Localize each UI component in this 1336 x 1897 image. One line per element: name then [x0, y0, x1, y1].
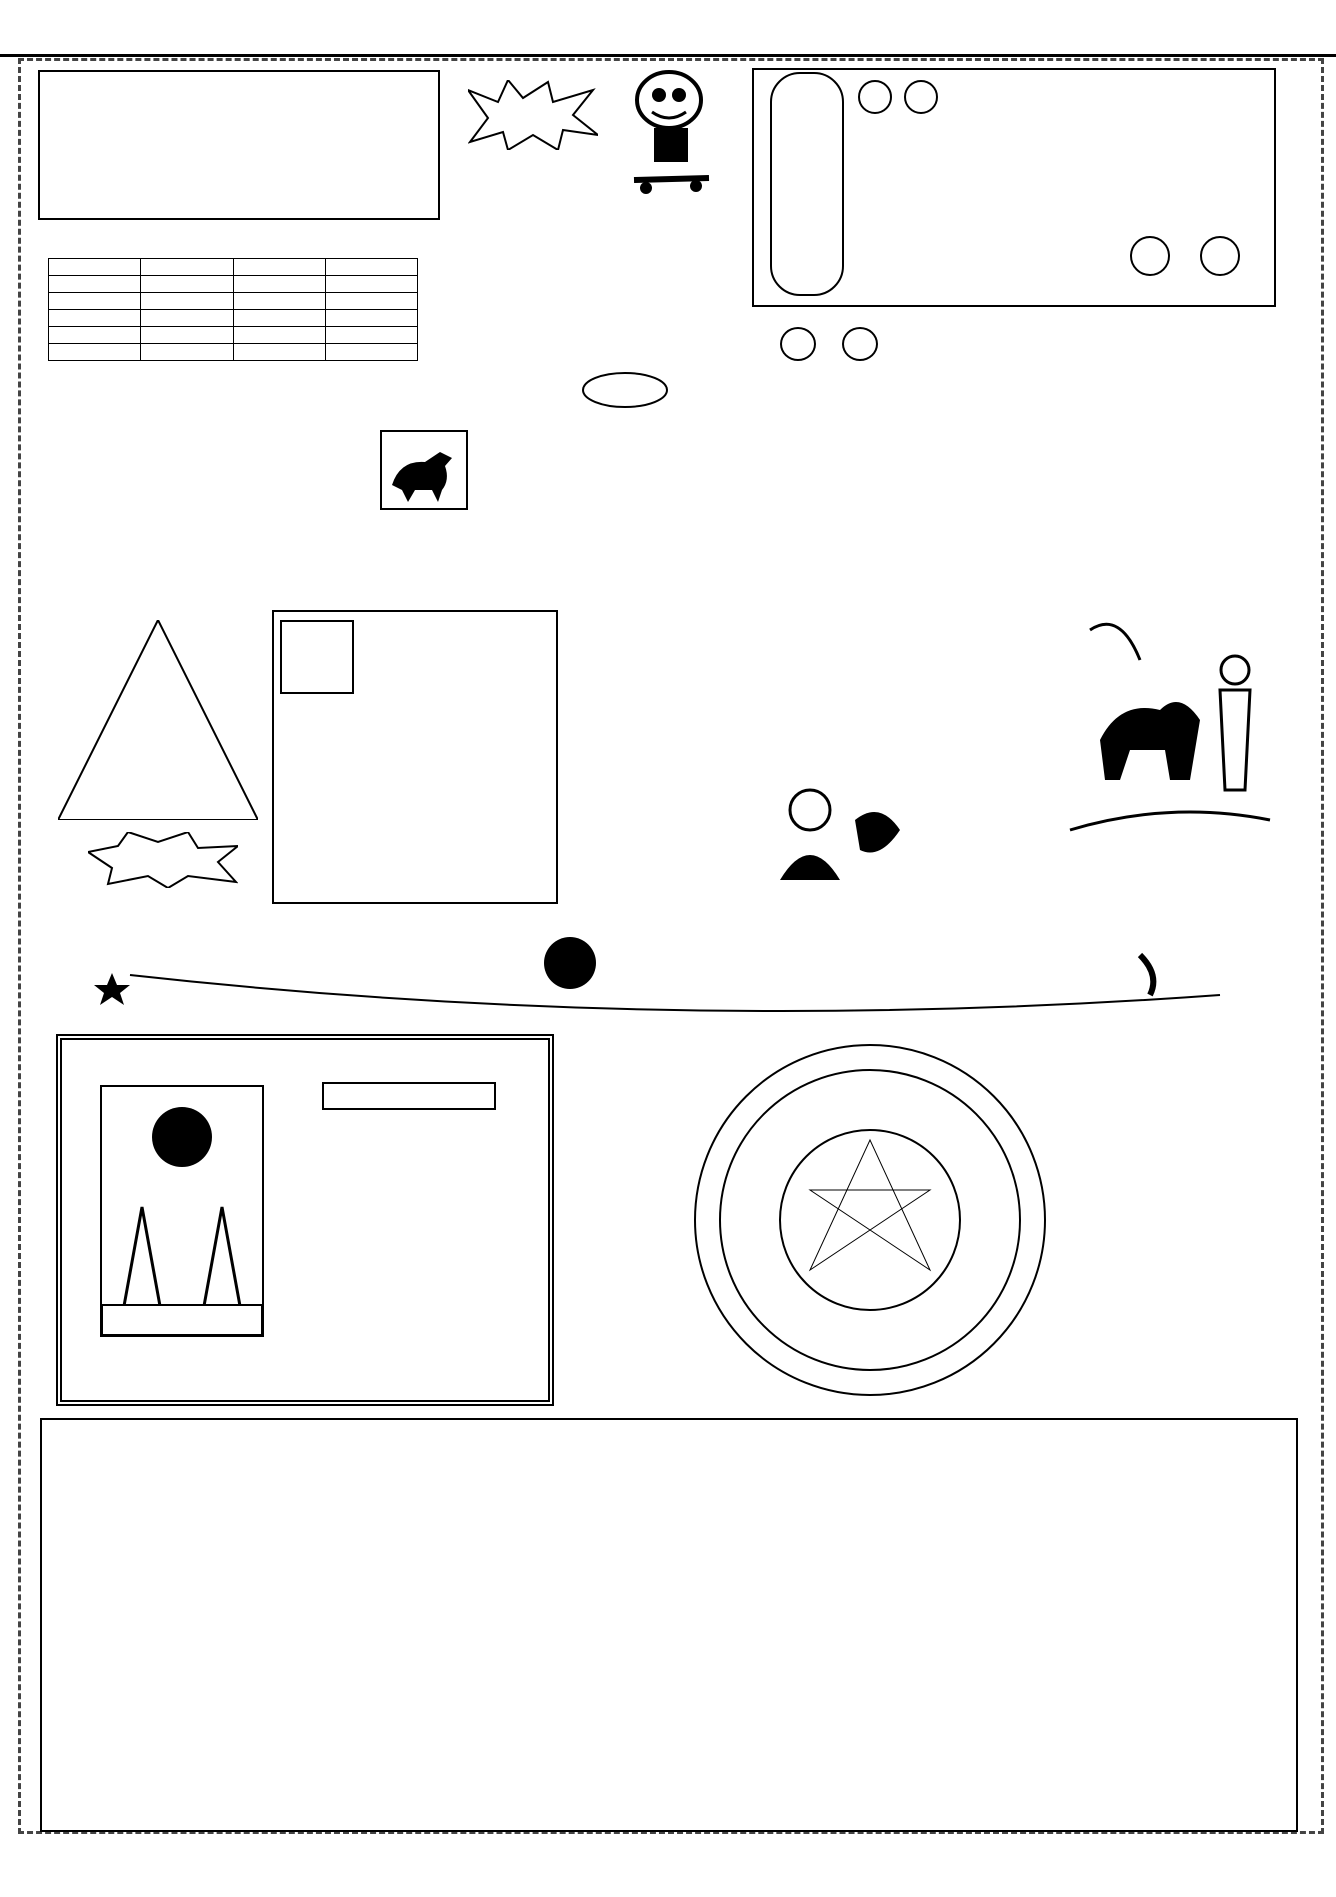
trend-row [49, 276, 418, 293]
trend-cell [233, 344, 325, 361]
tarot-text [278, 1116, 514, 1126]
draw-results-title [46, 1424, 346, 1444]
trend-cell [325, 293, 417, 310]
trend-table [48, 258, 418, 361]
hot-number [780, 327, 816, 361]
banner-decoration [90, 935, 1240, 1035]
trend-cell [141, 327, 233, 344]
combo-ball-1 [858, 80, 892, 114]
trend-cell [325, 276, 417, 293]
trend-cell [49, 310, 141, 327]
badge-ball [1200, 236, 1240, 276]
trend-cell [141, 276, 233, 293]
combo-body [862, 126, 1162, 296]
trend-header [325, 259, 417, 276]
tip-burst [88, 832, 238, 888]
trend-cell [49, 293, 141, 310]
trend-cell [233, 310, 325, 327]
trend-cell [49, 344, 141, 361]
trend-cell [49, 327, 141, 344]
opera-illustration [760, 780, 910, 890]
zodiac-wheel [690, 1040, 1050, 1400]
trend-row [49, 293, 418, 310]
trend-cell [141, 293, 233, 310]
trend-cell [325, 327, 417, 344]
trend-cell [141, 310, 233, 327]
trend-header-row [49, 259, 418, 276]
number-grid [350, 1424, 1290, 1824]
combo-ball-badge-2 [1200, 236, 1246, 280]
seal-stamp [580, 370, 670, 410]
riddle-pyramid [58, 620, 258, 820]
trend-cell [233, 276, 325, 293]
tarot-card [100, 1085, 264, 1337]
trend-row [49, 327, 418, 344]
burst-badge [468, 80, 598, 150]
farmer-illustration [1060, 600, 1280, 860]
combo-vertical-frame [770, 72, 844, 296]
authenticity-notice [38, 70, 440, 220]
horse-icon [380, 430, 468, 510]
trend-cell [233, 327, 325, 344]
trend-row [49, 344, 418, 361]
top-bar [0, 0, 1336, 57]
fortune-poem [1050, 1040, 1270, 1360]
badge-ball [1130, 236, 1170, 276]
mascot-illustration [614, 60, 724, 200]
hot-number [842, 327, 878, 361]
hot-numbers [762, 327, 932, 367]
trend-header [49, 259, 141, 276]
trend-cell [141, 344, 233, 361]
tarot-subtitle [322, 1082, 496, 1110]
combo-headline [858, 80, 938, 123]
trend-header [141, 259, 233, 276]
combo-ball-badge-1 [1130, 236, 1176, 280]
trend-header [233, 259, 325, 276]
trend-cell [325, 310, 417, 327]
trend-cell [233, 293, 325, 310]
draw-results [46, 1424, 346, 1444]
trend-row [49, 310, 418, 327]
inside-info-text [350, 618, 550, 894]
trend-cell [49, 276, 141, 293]
combo-ball-2 [904, 80, 938, 114]
inside-info-title [280, 620, 354, 694]
trend-cell [325, 344, 417, 361]
